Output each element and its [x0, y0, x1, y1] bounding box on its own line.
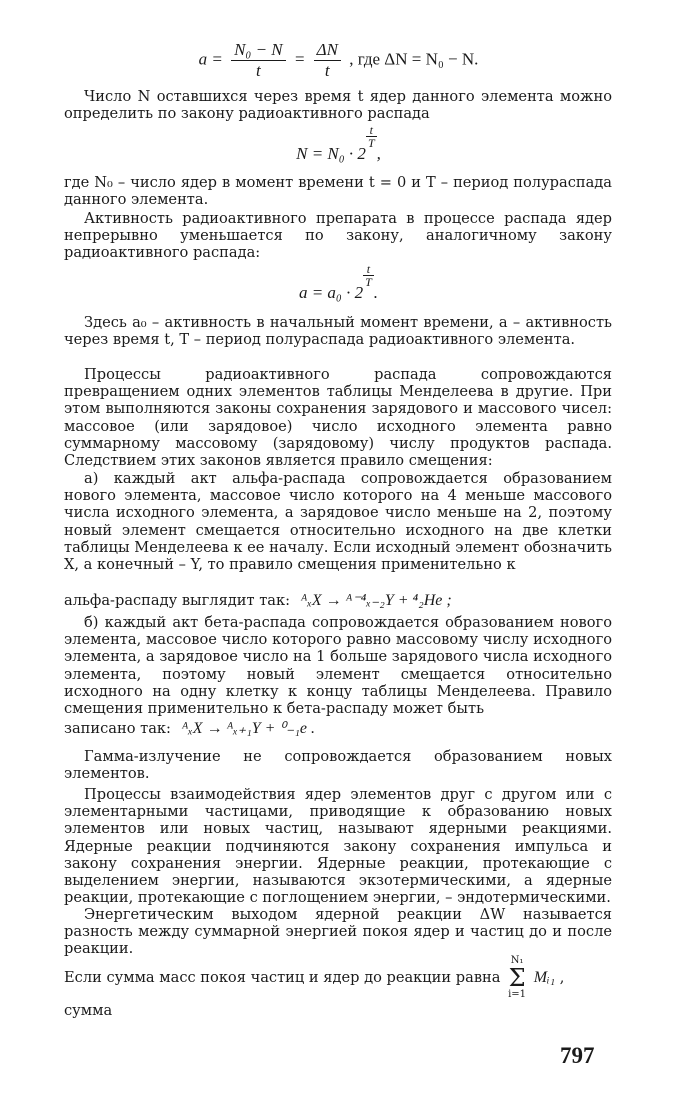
p11-end: , сумма [64, 969, 565, 1019]
sum-lower-limit: i=1 [508, 989, 527, 1000]
act-decay-tail: . [373, 283, 379, 302]
alpha-line [64, 592, 612, 609]
fraction-1-denominator: t [255, 61, 261, 80]
alpha-decay-formula: ᴬₓX → ᴬ⁻⁴ₓ₋₂Y + ⁴₂He ; [300, 592, 452, 609]
decay-exponent [366, 124, 377, 149]
eq-left: a = [198, 49, 223, 69]
fraction-2 [314, 40, 341, 81]
paragraph-9: Процессы взаимодействия ядер элементов друг с другом или с элементарными частицами, приводящие к образованию новых элементов или новых частиц, называют ядерными реакциями. Ядерные реакции подчиняются закону сохранения импульса и закону сохранения энергии. Ядерные реакции, протекающие с выделением энергии, называются экзотермическими, а ядерные реакции, протекающие с поглощением энергии, – эндотермическими. [64, 786, 612, 907]
decay-exp-den: T [367, 136, 375, 150]
beta-decay-formula: ᴬₓX → ᴬₓ₊₁Y + ⁰₋₁e . [181, 720, 315, 737]
sigma-icon: Σ [508, 964, 526, 992]
eq-sign: = [293, 49, 306, 69]
sum-symbol [508, 955, 526, 1001]
paragraph-11 [64, 955, 612, 1021]
paragraph-4: Здесь a₀ – активность в начальный момент времени, a – активность через время t, T – период полураспада радиоактивного элемента. [64, 314, 612, 349]
paragraph-5: Процессы радиоактивного распада сопровождаются превращением одних элементов таблицы Менделеева в другие. При этом выполняются законы сохранения зарядового и массового чисел: массовое (или зарядовое) число исходного элемента равно суммарному массовому (зарядовому) числу продуктов распада. Следствием этих законов является правило смещения: [64, 366, 612, 470]
beta-intro: записано так: [64, 720, 171, 737]
act-decay-base: a = a₀ · 2 [298, 283, 364, 302]
alpha-intro: альфа-распаду выглядит так: [64, 592, 291, 609]
beta-line [64, 720, 612, 737]
decay-tail: , [376, 144, 381, 163]
decay-base: N = N₀ · 2 [296, 144, 366, 163]
fraction-2-numerator: ΔN [314, 40, 341, 61]
act-decay-exp-den: T [365, 275, 372, 289]
equation-activity [0, 40, 677, 81]
sum-upper-limit: N₁ [510, 955, 524, 966]
equation-decay-law [0, 123, 677, 164]
act-decay-exp-num: t [363, 263, 374, 276]
fraction-1 [231, 40, 286, 81]
eq-where: , где ΔN = N₀ − N. [349, 49, 479, 69]
paragraph-3: Активность радиоактивного препарата в процессе распада ядер непрерывно уменьшается по закону, аналогичному закону радиоактивного распада: [64, 210, 612, 262]
paragraph-6: а) каждый акт альфа-распада сопровождается образованием нового элемента, массовое число которого на 4 меньше массового числа исходного элемента, а зарядовое число меньше на 2, поэтому новый элемент смещается относительно исходного на две клетки таблицы Менделеева к ее началу. Если исходный элемент обозначить X, а конечный – Y, то правило смещения применительно к [64, 470, 612, 574]
equation-activity-decay [0, 262, 677, 303]
p11-start: Если сумма масс покоя частиц и ядер до реакции равна [64, 969, 501, 986]
paragraph-2: где N₀ – число ядер в момент времени t = 0 и T – период полураспада данного элемента. [64, 174, 612, 209]
paragraph-7: б) каждый акт бета-распада сопровождается образованием нового элемента, массовое число которого равно массовому числу исходного элемента, а зарядовое число на 1 больше зарядового числа исходного элемента, поэтому новый элемент смещается относительно исходного на одну клетку к концу таблицы Менделеева. Правило смещения применительно к бета-распаду может быть [64, 614, 612, 718]
fraction-2-denominator: t [324, 61, 330, 80]
paragraph-10: Энергетическим выходом ядерной реакции ΔW называется разность между суммарной энергией покоя ядер и частиц до и после реакции. [64, 906, 612, 958]
sum-term: Mᵢ₁ [533, 969, 556, 986]
act-decay-exponent [363, 263, 374, 288]
decay-exp-num: t [366, 124, 377, 137]
paragraph-1: Число N оставшихся через время t ядер данного элемента можно определить по закону радиоактивного распада [64, 88, 612, 123]
page-number: 797 [560, 1043, 595, 1068]
fraction-1-numerator: N₀ − N [231, 40, 286, 61]
paragraph-8: Гамма-излучение не сопровождается образованием новых элементов. [64, 748, 612, 783]
